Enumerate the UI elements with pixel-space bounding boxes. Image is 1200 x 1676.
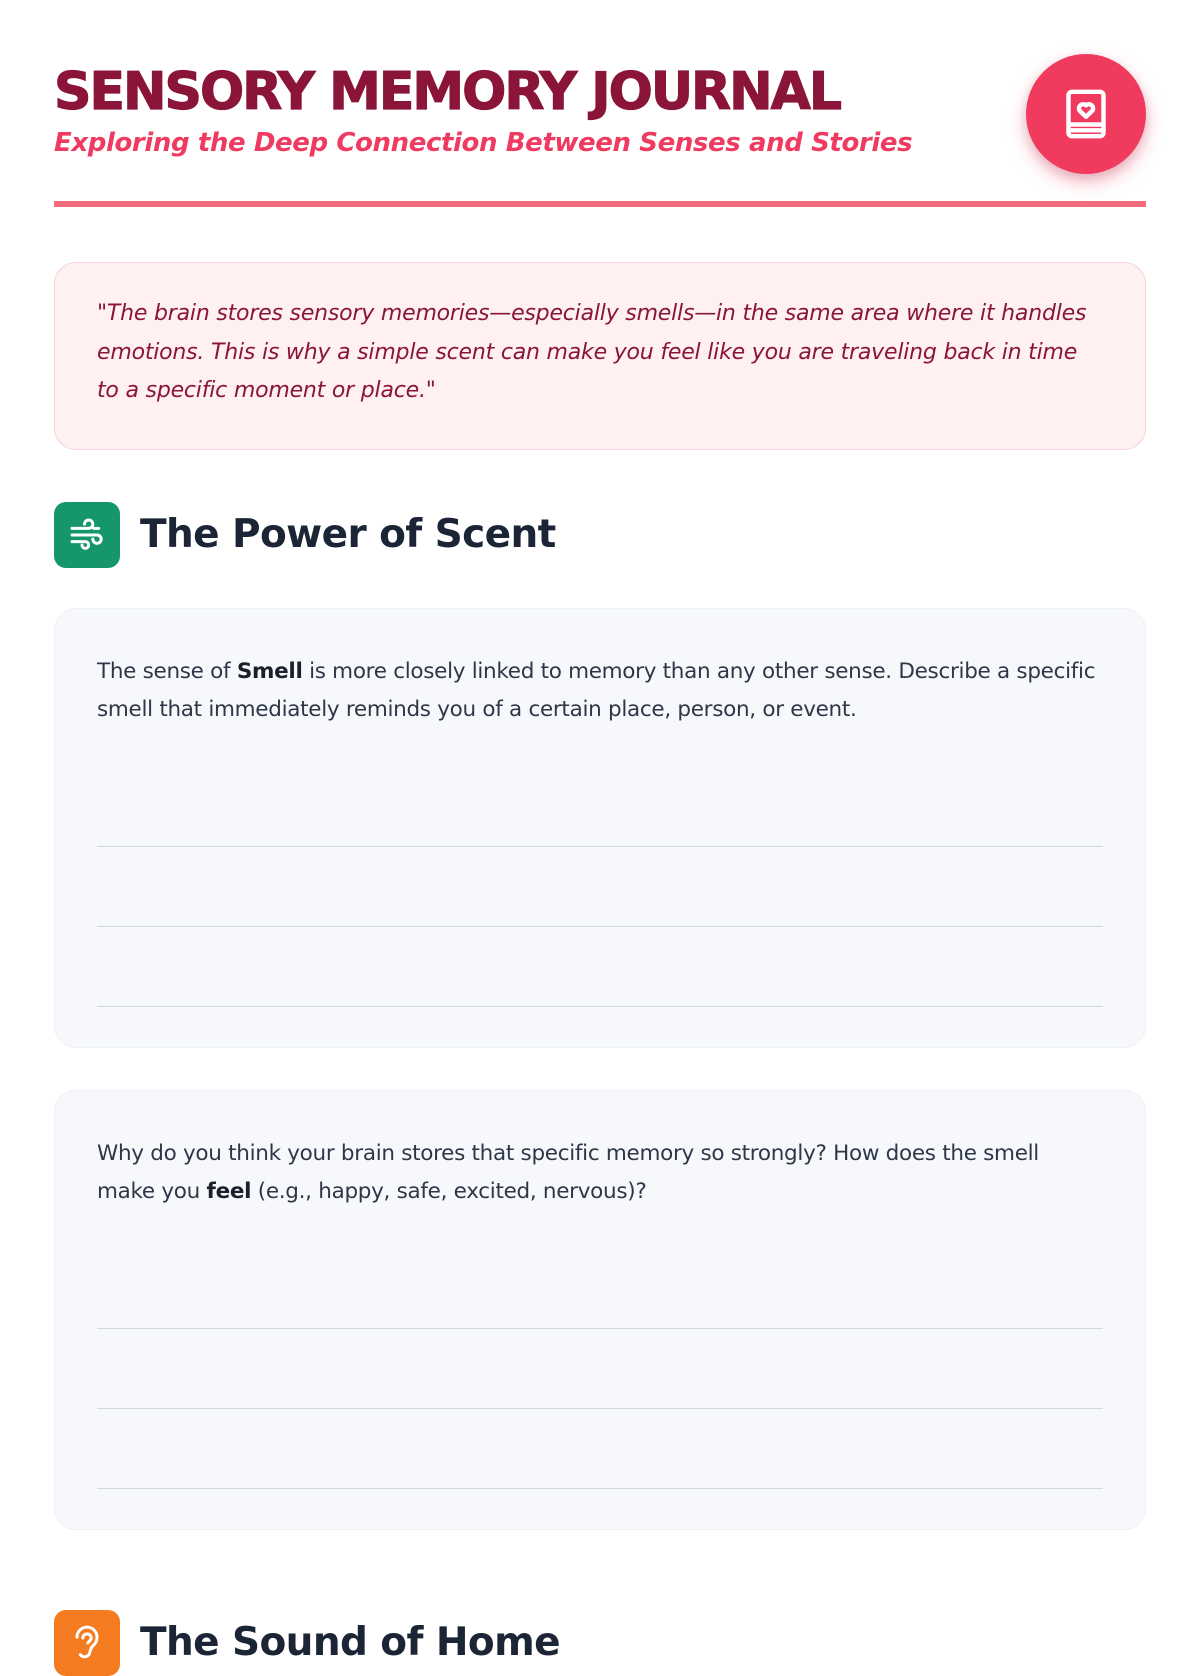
question-card [54,608,1146,1048]
question-emphasis: feel [206,1179,252,1204]
answer-line[interactable] [97,1329,1103,1409]
question-text-part: (e.g., happy, safe, excited, nervous)? [251,1179,647,1204]
question-text [97,653,1103,730]
page-subtitle: Exploring the Deep Connection Between Senses and Stories [54,128,913,158]
answer-line[interactable] [97,1409,1103,1489]
answer-area[interactable] [97,1249,1103,1489]
page-header [54,0,1146,207]
question-emphasis: Smell [236,658,303,684]
answer-line[interactable] [97,927,1103,1007]
ear-icon [54,1610,120,1676]
section-header-sound [54,1610,1146,1676]
section-header-scent [54,502,1146,568]
section-title: The Sound of Home [140,1620,560,1665]
question-text-part: The sense of [97,658,237,684]
question-text-part: is more closely linked to memory than any other sense. Describe a specific smell that immediately reminds you of a certain place, person, or event. [97,658,1096,722]
section-title: The Power of Scent [140,512,556,557]
answer-line[interactable] [97,847,1103,927]
question-card [54,1090,1146,1530]
book-heart-icon [1026,54,1146,174]
quote-text: "The brain stores sensory memories—especially smells—in the same area where it handles emotions. This is why a simple scent can make you feel like you are traveling back in time to a specific moment or place." [97,301,1087,403]
wind-icon [54,502,120,568]
answer-line[interactable] [97,1249,1103,1329]
question-text [97,1135,1103,1212]
answer-area[interactable] [97,767,1103,1007]
quote-box [54,262,1146,450]
answer-line[interactable] [97,767,1103,847]
page-title: SENSORY MEMORY JOURNAL [54,62,840,122]
question-text-part: Why do you think your brain stores that specific memory so strongly? How does the smell make you [97,1140,1039,1204]
